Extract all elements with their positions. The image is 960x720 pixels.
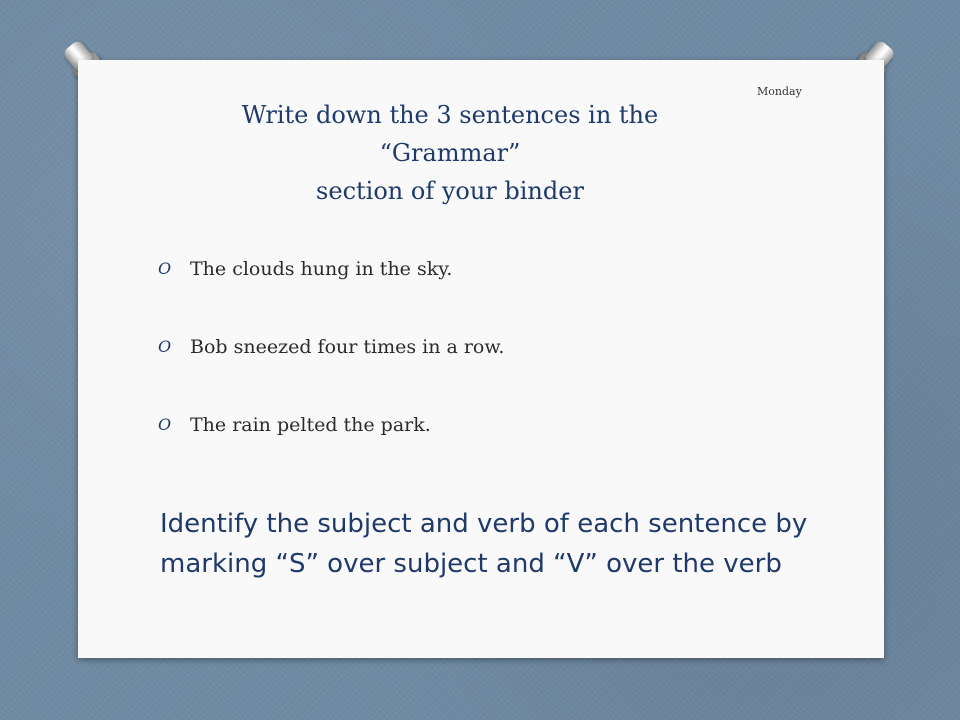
bullet-marker-icon: O [158, 337, 172, 356]
instruction-line: marking “S” over subject and “V” over the verb [160, 549, 782, 579]
list-item [158, 410, 798, 488]
day-label: Monday [757, 85, 802, 98]
instruction-text [160, 504, 860, 584]
slide-title [160, 96, 740, 210]
list-item [158, 254, 798, 332]
sentence-text: The rain pelted the park. [190, 414, 431, 436]
list-item [158, 332, 798, 410]
title-line: “Grammar” [379, 139, 521, 167]
title-line: section of your binder [316, 177, 584, 205]
sentence-text: The clouds hung in the sky. [190, 258, 453, 280]
title-line: Write down the 3 sentences in the [241, 101, 659, 129]
instruction-line: Identify the subject and verb of each sentence by [160, 509, 808, 539]
sentence-list [158, 254, 798, 488]
sentence-text: Bob sneezed four times in a row. [190, 336, 505, 358]
bullet-marker-icon: O [158, 415, 172, 434]
bullet-marker-icon: O [158, 259, 172, 278]
